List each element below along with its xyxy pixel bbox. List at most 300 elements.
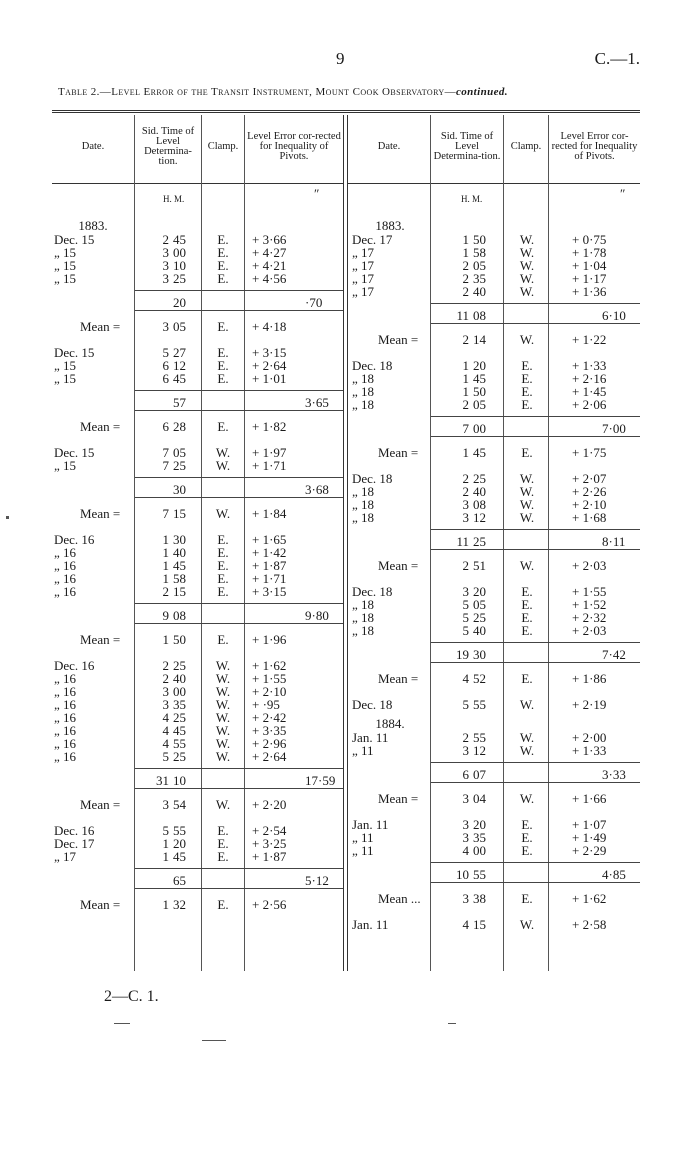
mean-h: 4 [462,671,469,686]
mean-m: 14 [473,332,486,347]
sid-time-m: 45 [473,371,486,386]
sid-time-m: 00 [173,684,186,699]
sum-rule [135,868,343,869]
level-error-value: + 0·75 [572,232,607,247]
col-header-date: Date. [52,111,134,184]
sid-time-m: 12 [473,510,486,525]
mean-label: Mean = [378,671,419,686]
sid-time-m: 50 [473,384,486,399]
date-text: „ 16 [54,684,77,699]
mean-clamp: E. [521,445,533,460]
sum-h: 7 [462,421,469,436]
date-text: Jan. 11 [352,817,389,832]
clamp-value: E. [521,384,533,399]
sum-m: 57 [173,395,186,410]
mean-clamp: E. [217,319,229,334]
level-error-value: + 2·10 [572,497,607,512]
row-date [352,744,374,757]
sum-error: 6·10 [602,308,626,323]
sum-rule [135,290,343,291]
row-date [352,698,392,711]
col-header-sid-time: Sid. Time of Level Determina-tion. [135,111,201,184]
level-error-value: + 1·65 [252,532,287,547]
date-text: „ 11 [352,830,374,845]
date-text: Dec. 18 [352,358,393,373]
sid-time-m: 35 [473,830,486,845]
level-error-value: + 3·15 [252,345,287,360]
date-text: „ 16 [54,710,77,725]
level-error-value: + 2·29 [572,843,607,858]
col-rule [134,115,135,971]
level-error-value: + 1·04 [572,258,607,273]
sum-m: 30 [473,647,486,662]
sum-rule [431,862,640,863]
clamp-value: E. [521,623,533,638]
sum-rule [135,497,343,498]
sid-time-h: 2 [462,271,469,286]
date-text: „ 17 [352,245,375,260]
table-title-continued: continued. [455,86,508,98]
sid-time-m: 25 [173,271,186,286]
mean-h: 3 [462,791,469,806]
mean-h: 6 [162,419,169,434]
sid-time-h: 2 [462,471,469,486]
date-text: „ 18 [352,623,375,638]
clamp-value: E. [217,232,229,247]
mean-label: Mean = [80,419,121,434]
sid-time-m: 45 [173,558,186,573]
sum-m: 00 [473,421,486,436]
date-text: „ 18 [352,597,375,612]
mean-m: 15 [173,506,186,521]
mean-error: + 1·22 [572,332,607,347]
clamp-value: W. [519,258,535,273]
sid-time-m: 45 [173,371,186,386]
col-header-clamp: Clamp. [202,111,244,184]
clamp-value: E. [521,397,533,412]
sid-time-h: 4 [162,736,169,751]
clamp-value: W. [215,723,231,738]
date-text: „ 18 [352,510,375,525]
date-text: „ 15 [54,458,77,473]
date-text: „ 16 [54,571,77,586]
clamp-value: W. [519,484,535,499]
footer-reference: 2—C. 1. [104,988,159,1005]
scan-mark [114,1023,130,1024]
mean-h: 1 [162,632,169,647]
col-rule [201,115,202,971]
mean-h: 1 [462,445,469,460]
sid-time-m: 50 [473,232,486,247]
sid-time-m: 58 [173,571,186,586]
sid-time-m: 45 [173,232,186,247]
sid-time-m: 12 [473,743,486,758]
sum-rule [135,410,343,411]
date-text: „ 17 [352,284,375,299]
col-rule [503,115,504,971]
col-rule [548,115,549,971]
sid-time-m: 35 [473,271,486,286]
level-error-value: + 1·33 [572,743,607,758]
sid-time-h: 2 [162,658,169,673]
sid-time-h: 5 [462,623,469,638]
sid-time-h: 3 [462,817,469,832]
clamp-value: E. [217,849,229,864]
sid-time-h: 2 [462,397,469,412]
sid-time-h: 5 [162,749,169,764]
sid-time-m: 30 [173,532,186,547]
level-error-value: + 1·42 [252,545,287,560]
sum-rule [135,788,343,789]
sid-time-h: 2 [462,258,469,273]
sid-time-m: 25 [473,610,486,625]
level-error-value: + 2·64 [252,749,287,764]
level-error-value: + 1·52 [572,597,607,612]
date-text: „ 18 [352,610,375,625]
sid-time-h: 4 [162,723,169,738]
sid-time-m: 55 [473,697,486,712]
clamp-value: E. [521,597,533,612]
level-error-value: + 3·15 [252,584,287,599]
sid-time-m: 35 [173,697,186,712]
date-text: „ 16 [54,671,77,686]
mean-error: + 2·03 [572,558,607,573]
level-error-value: + 2·32 [572,610,607,625]
mean-error: + 1·66 [572,791,607,806]
mean-clamp: W. [519,558,535,573]
sum-error: ·70 [305,295,323,310]
sid-time-m: 58 [473,245,486,260]
sum-error: 7·42 [602,647,626,662]
level-error-value: + 2·26 [572,484,607,499]
level-error-value: + 1·36 [572,284,607,299]
level-error-value: + 1·17 [572,271,607,286]
mean-label: Mean = [378,332,419,347]
level-error-value: + 4·21 [252,258,287,273]
date-text: „ 16 [54,723,77,738]
table-title-main: Table 2.—Level Error of the Transit Instrument, Mount Cook Observatory— [58,86,456,98]
sid-time-m: 15 [473,917,486,932]
clamp-value: E. [217,532,229,547]
sid-time-m: 20 [473,817,486,832]
sid-time-h: 2 [162,584,169,599]
sum-error: 7·00 [602,421,626,436]
date-text: „ 16 [54,697,77,712]
clamp-value: E. [217,836,229,851]
sid-time-m: 20 [473,584,486,599]
date-text: „ 18 [352,371,375,386]
sum-rule [135,603,343,604]
clamp-value: W. [215,684,231,699]
mean-error: + 1·62 [572,891,607,906]
mean-error: + 2·20 [252,797,287,812]
level-error-value: + 1·55 [572,584,607,599]
sum-rule [431,882,640,883]
sid-time-m: 20 [473,358,486,373]
level-error-value: + 2·06 [572,397,607,412]
mean-label: Mean = [378,791,419,806]
level-error-value: + 1·87 [252,558,287,573]
sum-error: 3·33 [602,767,626,782]
date-text: „ 17 [352,258,375,273]
mean-clamp: E. [217,632,229,647]
sid-time-h: 3 [162,271,169,286]
sum-error: 3·65 [305,395,329,410]
mean-clamp: E. [521,891,533,906]
clamp-value: W. [215,736,231,751]
year-heading: 1883. [375,218,405,233]
level-error-value: + 2·58 [572,917,607,932]
sid-time-m: 00 [473,843,486,858]
sum-m: 65 [173,873,186,888]
row-date [352,398,374,411]
sid-time-m: 10 [173,258,186,273]
sum-h: 11 [456,308,469,323]
sid-time-m: 25 [173,749,186,764]
sum-m: 30 [173,482,186,497]
sid-time-m: 12 [173,358,186,373]
sid-time-h: 2 [462,284,469,299]
clamp-value: E. [217,545,229,560]
clamp-value: E. [217,371,229,386]
sum-rule [135,623,343,624]
sid-time-m: 40 [173,545,186,560]
sum-m: 10 [173,773,186,788]
sum-m: 08 [473,308,486,323]
sid-time-h: 7 [162,445,169,460]
mean-h: 3 [462,891,469,906]
date-text: Dec. 15 [54,232,95,247]
level-error-value: + 2·42 [252,710,287,725]
sid-time-h: 4 [462,843,469,858]
sid-time-m: 55 [173,736,186,751]
date-text: Jan. 11 [352,730,389,745]
date-text: „ 17 [54,849,77,864]
sid-time-m: 25 [173,658,186,673]
sid-time-h: 1 [162,532,169,547]
clamp-value: E. [521,584,533,599]
sum-m: 25 [473,534,486,549]
col-rule [244,115,245,971]
date-text: „ 18 [352,384,375,399]
clamp-value: E. [521,817,533,832]
date-text: Dec. 15 [54,445,95,460]
level-error-table [52,110,640,971]
date-text: Dec. 18 [352,584,393,599]
sum-rule [135,310,343,311]
sid-time-h: 7 [162,458,169,473]
document-reference: C.—1. [594,49,640,68]
level-error-value: + 3·35 [252,723,287,738]
clamp-value: E. [217,345,229,360]
level-error-value: + ·95 [252,697,280,712]
clamp-value: W. [215,671,231,686]
sid-time-m: 25 [473,471,486,486]
sid-time-h: 2 [462,730,469,745]
sum-h: 6 [462,767,469,782]
sid-time-m: 20 [173,836,186,851]
center-double-rule [343,115,348,971]
col-header-date-right: Date. [348,111,430,184]
sid-time-m: 05 [473,397,486,412]
date-text: „ 11 [352,843,374,858]
col-header-sid-time-right: Sid. Time of Level Determina-tion. [431,111,503,184]
level-error-value: + 4·56 [252,271,287,286]
sid-time-h: 2 [162,671,169,686]
mean-clamp: W. [215,797,231,812]
date-text: „ 15 [54,358,77,373]
row-date [54,850,76,863]
sid-time-h: 3 [462,510,469,525]
date-text: Dec. 18 [352,471,393,486]
clamp-value: W. [519,730,535,745]
scan-mark [202,1040,226,1041]
sum-rule [431,762,640,763]
date-text: „ 17 [352,271,375,286]
clamp-value: E. [217,271,229,286]
sum-error: 4·85 [602,867,626,882]
sid-time-h: 2 [162,232,169,247]
row-date [54,585,76,598]
year-heading: 1883. [78,218,108,233]
sid-time-h: 3 [162,697,169,712]
clamp-value: W. [519,284,535,299]
date-text: Dec. 15 [54,345,95,360]
sid-time-h: 3 [162,684,169,699]
sid-time-m: 55 [173,823,186,838]
clamp-value: E. [217,584,229,599]
sid-time-m: 15 [173,584,186,599]
mean-label: Mean ... [378,891,421,906]
sid-time-m: 40 [173,671,186,686]
unit-label-hm: H. M. [163,194,185,204]
sum-h: 11 [456,534,469,549]
col-header-clamp-right: Clamp. [504,111,548,184]
clamp-value: E. [217,823,229,838]
level-error-value: + 2·10 [252,684,287,699]
date-text: „ 18 [352,397,375,412]
sum-rule [431,323,640,324]
sum-h: 31 [156,773,169,788]
mean-error: + 1·96 [252,632,287,647]
level-error-value: + 3·66 [252,232,287,247]
row-date [352,918,388,931]
level-error-value: + 1·78 [572,245,607,260]
date-text: „ 15 [54,258,77,273]
clamp-value: E. [217,558,229,573]
sum-error: 3·68 [305,482,329,497]
sum-h: 10 [456,867,469,882]
sid-time-h: 1 [462,232,469,247]
row-date [352,844,374,857]
row-date [54,372,76,385]
date-text: „ 11 [352,743,374,758]
mean-m: 50 [173,632,186,647]
mean-m: 52 [473,671,486,686]
sum-rule [135,390,343,391]
sid-time-m: 45 [173,723,186,738]
sid-time-m: 40 [473,623,486,638]
clamp-value: W. [519,245,535,260]
sid-time-m: 27 [173,345,186,360]
clamp-value: E. [521,830,533,845]
sum-rule [431,303,640,304]
clamp-value: W. [215,445,231,460]
level-error-value: + 1·45 [572,384,607,399]
mean-label: Mean = [80,632,121,647]
sum-error: 9·80 [305,608,329,623]
level-error-value: + 1·71 [252,458,287,473]
sid-time-h: 4 [162,710,169,725]
level-error-value: + 2·03 [572,623,607,638]
clamp-value: E. [521,610,533,625]
sid-time-h: 5 [462,597,469,612]
date-text: „ 15 [54,271,77,286]
sum-rule [431,436,640,437]
date-text: „ 18 [352,484,375,499]
level-error-value: + 1·55 [252,671,287,686]
level-error-value: + 1·97 [252,445,287,460]
sid-time-h: 1 [462,384,469,399]
sid-time-h: 5 [162,345,169,360]
date-text: „ 16 [54,736,77,751]
sum-h: 19 [456,647,469,662]
mean-m: 54 [173,797,186,812]
sid-time-h: 1 [462,371,469,386]
sum-rule [431,642,640,643]
row-date [54,750,76,763]
mean-h: 3 [162,797,169,812]
mean-label: Mean = [80,506,121,521]
clamp-value: W. [519,232,535,247]
row-date [352,511,374,524]
sid-time-h: 1 [162,571,169,586]
mean-clamp: W. [215,506,231,521]
sum-rule [431,782,640,783]
sid-time-m: 00 [173,245,186,260]
level-error-value: + 2·54 [252,823,287,838]
clamp-value: W. [215,458,231,473]
level-error-value: + 2·00 [572,730,607,745]
level-error-value: + 1·01 [252,371,287,386]
col-rule [430,115,431,971]
clamp-value: E. [521,843,533,858]
level-error-value: + 2·16 [572,371,607,386]
col-header-level-error: Level Error cor-rected for Inequality of Pivots. [245,111,343,184]
date-text: Dec. 17 [54,836,95,851]
date-text: Dec. 18 [352,697,393,712]
date-text: Dec. 16 [54,532,95,547]
mean-m: 28 [173,419,186,434]
date-text: „ 16 [54,584,77,599]
year-heading: 1884. [375,716,405,731]
row-date [352,285,374,298]
mean-clamp: E. [217,419,229,434]
row-date [54,459,76,472]
sum-rule [431,416,640,417]
sid-time-h: 1 [162,545,169,560]
level-error-value: + 1·33 [572,358,607,373]
sum-h: 9 [162,608,169,623]
sum-m: 07 [473,767,486,782]
date-text: Dec. 16 [54,658,95,673]
mean-label: Mean = [80,797,121,812]
level-error-value: + 1·07 [572,817,607,832]
date-text: Dec. 16 [54,823,95,838]
level-error-value: + 1·71 [252,571,287,586]
mean-m: 04 [473,791,486,806]
date-text: „ 18 [352,497,375,512]
